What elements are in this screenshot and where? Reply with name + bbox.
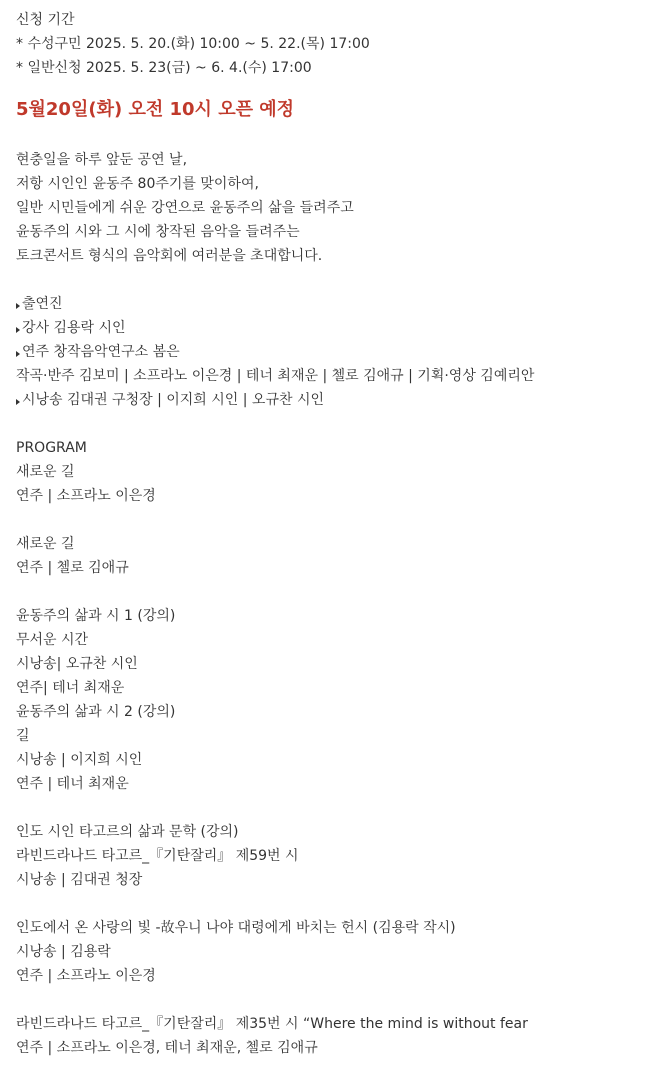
triangle-right-icon: [16, 327, 20, 333]
spacer: [16, 412, 641, 436]
performer-readers: [16, 388, 641, 412]
intro-line: 저항 시인인 윤동주 80주기를 맞이하여,: [16, 176, 259, 192]
program-item: 새로운 길: [16, 536, 75, 552]
event-document: [16, 8, 641, 1060]
program-item: 연주 | 소프라노 이은경: [16, 968, 156, 984]
program-title: PROGRAM: [16, 440, 87, 456]
triangle-right-icon: [16, 303, 20, 309]
program-item: 라빈드라나드 타고르_『기탄잘리』 제35번 시 “Where the mind is without fear: [16, 1016, 528, 1032]
spacer: [16, 796, 641, 820]
program-item: 시낭송| 오규찬 시인: [16, 656, 138, 672]
program-item: 인도에서 온 사랑의 빛 -故우니 나야 대령에게 바치는 헌시 (김용락 작시): [16, 920, 456, 936]
general-application-period: * 일반신청 2025. 5. 23(금) ~ 6. 4.(수) 17:00: [16, 60, 312, 76]
ensemble-members: 작곡·반주 김보미 | 소프라노 이은경 | 테너 최재운 | 첼로 김애규 | 기획·영상 김예리안: [16, 368, 535, 384]
program-item: 연주 | 첼로 김애규: [16, 560, 129, 576]
spacer: [16, 268, 641, 292]
open-notice-headline: 5월20일(화) 오전 10시 오픈 예정: [16, 99, 295, 120]
program-item: 인도 시인 타고르의 삶과 문학 (강의): [16, 824, 239, 840]
program-item: 연주 | 소프라노 이은경: [16, 488, 156, 504]
spacer: [16, 580, 641, 604]
program-item: 윤동주의 삶과 시 1 (강의): [16, 608, 176, 624]
performer-readers-label: 시낭송 김대권 구청장 | 이지희 시인 | 오규찬 시인: [22, 392, 324, 408]
intro-line: 일반 시민들에게 쉬운 강연으로 윤동주의 삶을 들려주고: [16, 200, 354, 216]
program-item: 시낭송 | 김대권 청장: [16, 872, 143, 888]
performers-heading-label: 출연진: [22, 296, 63, 312]
performer-ensemble-label: 연주 창작음악연구소 봄은: [22, 344, 180, 360]
spacer: [16, 892, 641, 916]
program-block: [16, 916, 641, 988]
program-item: 연주 | 소프라노 이은경, 테너 최재운, 첼로 김애규: [16, 1040, 318, 1056]
program-item: 무서운 시간: [16, 632, 89, 648]
program-item: 길: [16, 728, 30, 744]
program-item: 시낭송 | 김용락: [16, 944, 111, 960]
performers-heading: [16, 292, 641, 316]
intro-line: 윤동주의 시와 그 시에 창작된 음악을 들려주는: [16, 224, 300, 240]
program-item: 라빈드라나드 타고르_『기탄잘리』 제59번 시: [16, 848, 299, 864]
spacer: [16, 508, 641, 532]
program-item: 연주| 테너 최재운: [16, 680, 125, 696]
program-block: [16, 1012, 641, 1060]
performer-ensemble: [16, 340, 641, 364]
triangle-right-icon: [16, 399, 20, 405]
program-block: [16, 460, 641, 508]
program-item: 시낭송 | 이지희 시인: [16, 752, 143, 768]
program-block: [16, 604, 641, 796]
intro-line: 현충일을 하루 앞둔 공연 날,: [16, 152, 188, 168]
program-item: 연주 | 테너 최재운: [16, 776, 129, 792]
program-item: 윤동주의 삶과 시 2 (강의): [16, 704, 176, 720]
program-item: 새로운 길: [16, 464, 75, 480]
program-block: [16, 532, 641, 580]
intro-line: 토크콘서트 형식의 음악회에 여러분을 초대합니다.: [16, 248, 323, 264]
program-block: [16, 820, 641, 892]
performer-lecturer-label: 강사 김용락 시인: [22, 320, 126, 336]
triangle-right-icon: [16, 351, 20, 357]
application-period-title: 신청 기간: [16, 12, 75, 28]
resident-application-period: * 수성구민 2025. 5. 20.(화) 10:00 ~ 5. 22.(목) 17:00: [16, 36, 370, 52]
spacer: [16, 988, 641, 1012]
performer-lecturer: [16, 316, 641, 340]
